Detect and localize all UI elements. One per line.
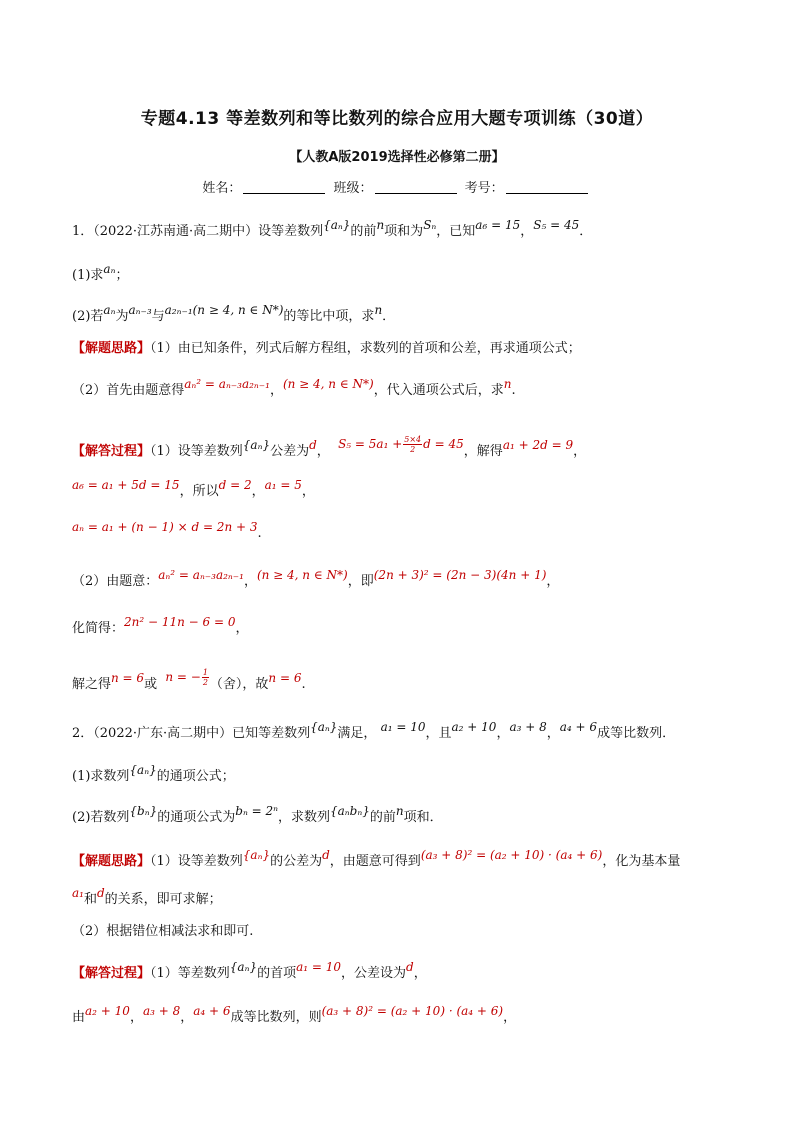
- problem-1-process-3: [72, 520, 262, 541]
- text: 或: [144, 677, 158, 692]
- text: （1）由已知条件，列式后解方程组，求数列的首项和公差，再求通项公式；: [150, 341, 581, 356]
- text: ，: [251, 484, 265, 499]
- problem-1-q1: [72, 264, 128, 283]
- text: ，: [235, 621, 249, 636]
- text: 公差为: [270, 444, 310, 459]
- text: .: [301, 677, 306, 692]
- math: (2n + 3)² = (2n − 3)(4n + 1): [373, 568, 547, 582]
- math: n: [503, 377, 512, 391]
- name-blank[interactable]: [243, 181, 325, 194]
- math: (n ≥ 4, n ∈ N*): [256, 568, 348, 582]
- fraction: [403, 435, 422, 454]
- fraction-numerator: 1: [202, 668, 208, 677]
- page-subtitle: 【人教A版2019选择性必修第二册】: [289, 150, 505, 165]
- text: （2）首先由题意得: [72, 383, 185, 398]
- text: 成等比数列，则: [230, 1010, 322, 1025]
- problem-2-idea-1: [72, 850, 680, 869]
- text: ，: [180, 1010, 194, 1025]
- text: （1）等差数列: [150, 966, 230, 981]
- text: （2）根据错位相减法求和即可.: [72, 924, 254, 939]
- math: a₆ = a₁ + 5d = 15: [72, 478, 180, 492]
- id-label: 考号：: [464, 181, 504, 196]
- problem-2-q2: [72, 806, 443, 825]
- math: (n ≥ 4, n ∈ N*): [282, 377, 374, 391]
- text: ，代入通项公式后，求: [373, 383, 504, 398]
- problem-1-q2: [72, 305, 395, 324]
- student-info-line: [0, 177, 794, 196]
- s5-formula: [338, 435, 464, 454]
- text: 的前: [369, 810, 396, 825]
- text: 满足，: [337, 726, 377, 741]
- math: n: [374, 303, 383, 317]
- idea-tag: 【解题思路】: [72, 854, 151, 869]
- math: aₙ² = aₙ₋₃a₂ₙ₋₁: [158, 568, 244, 582]
- text: 解之得: [72, 677, 112, 692]
- text: ，由题意可得到: [329, 854, 421, 869]
- math: {aₙ}: [129, 763, 157, 777]
- problem-1-stem: [72, 220, 592, 239]
- text: ，: [129, 1010, 143, 1025]
- text: （舍），故: [209, 677, 269, 692]
- text: ，已知: [436, 224, 476, 239]
- neg-half: [165, 668, 210, 687]
- text: ，公差设为: [341, 966, 407, 981]
- math: {aₙ}: [242, 438, 271, 452]
- math: aₙ² = aₙ₋₃a₂ₙ₋₁: [184, 377, 270, 391]
- text: ，所以: [179, 484, 219, 499]
- text: ，: [503, 1010, 517, 1025]
- process-tag: 【解答过程】: [72, 444, 151, 459]
- problem-1-process-4: [72, 570, 559, 589]
- math: {aₙbₙ}: [330, 804, 370, 818]
- math: a₂ₙ₋₁(n ≥ 4, n ∈ N*): [164, 303, 284, 317]
- math: a₁ = 5: [264, 478, 302, 492]
- text: (2)若数列: [72, 810, 130, 825]
- text: ，即: [347, 574, 374, 589]
- problem-2-stem: [72, 722, 675, 741]
- process-tag: 【解答过程】: [72, 966, 151, 981]
- idea-tag: 【解题思路】: [72, 341, 151, 356]
- text: ，: [301, 484, 315, 499]
- problem-1-process-5: [72, 617, 249, 636]
- math: a₄ + 6: [559, 720, 598, 734]
- text: ，: [573, 444, 587, 459]
- math: a₆ = 15: [475, 218, 521, 232]
- text: ，解得: [463, 444, 503, 459]
- text: ；: [115, 268, 129, 283]
- fraction-numerator: 5×4: [404, 435, 422, 444]
- problem-1-process-2: [72, 480, 315, 499]
- math: aₙ = a₁ + (n − 1) × d = 2n + 3: [72, 520, 258, 534]
- math: {aₙ}: [229, 960, 258, 974]
- text: 项和．: [403, 810, 443, 825]
- math: a₂ + 10: [85, 1004, 130, 1018]
- text: 化简得：: [72, 621, 125, 636]
- math: {aₙ}: [242, 848, 271, 862]
- text: 的首项: [257, 966, 297, 981]
- text: ，: [496, 726, 510, 741]
- math: d: [96, 886, 105, 900]
- problem-2-idea-2: [72, 920, 253, 939]
- math: n: [395, 804, 404, 818]
- math: a₁ = 10: [380, 720, 426, 734]
- math: a₄ + 6: [193, 1004, 231, 1018]
- text: ，: [269, 383, 283, 398]
- text: ．: [579, 224, 593, 239]
- p1-source: 1．（2022·江苏南通·高二期中）设等差数列: [72, 224, 324, 239]
- name-label: 姓名：: [202, 181, 242, 196]
- math: aₙ: [103, 262, 116, 276]
- math: S₅ = 5a₁ +: [338, 437, 403, 451]
- math: bₙ = 2ⁿ: [235, 804, 278, 818]
- text: 的通项公式；: [156, 769, 235, 784]
- p2-source: 2．（2022·广东·高二期中）已知等差数列: [72, 726, 311, 741]
- text: 的通项公式为: [157, 810, 236, 825]
- text: （1）设等差数列: [150, 444, 243, 459]
- text: 为: [115, 309, 129, 324]
- text: .: [511, 383, 516, 398]
- text: 与: [151, 309, 165, 324]
- text: 由: [72, 1010, 86, 1025]
- problem-2-idea-1-cont: [72, 888, 222, 907]
- math: (a₃ + 8)² = (a₂ + 10) · (a₄ + 6): [321, 1004, 504, 1018]
- text: 和: [83, 892, 97, 907]
- problem-2-q1: [72, 765, 235, 784]
- math: Sₙ: [423, 218, 437, 232]
- id-blank[interactable]: [506, 181, 588, 194]
- text: 的公差为: [270, 854, 323, 869]
- math: {aₙ}: [310, 720, 338, 734]
- problem-2-process-2: [72, 1006, 516, 1025]
- text: 的前: [350, 224, 377, 239]
- text: (1)求数列: [72, 769, 130, 784]
- text: (1)求: [72, 268, 104, 283]
- math: d: [322, 848, 330, 862]
- math: n = −: [165, 670, 201, 684]
- page-title: 专题4.13 等差数列和等比数列的综合应用大题专项训练（30道）: [140, 109, 654, 129]
- problem-1-idea-1: [72, 337, 581, 356]
- fraction-denominator: 2: [202, 678, 208, 687]
- math: aₙ₋₃: [128, 303, 152, 317]
- text: 项和为: [384, 224, 424, 239]
- math: d = 45: [423, 437, 464, 451]
- math: n = 6: [268, 671, 302, 685]
- math: a₃ + 8: [142, 1004, 181, 1018]
- problem-1-idea-2: [72, 379, 516, 398]
- fraction-denominator: 2: [410, 445, 416, 454]
- math: aₙ: [103, 303, 116, 317]
- text: .: [257, 526, 262, 541]
- text: （1）设等差数列: [150, 854, 243, 869]
- text: ，: [546, 574, 560, 589]
- text: 的关系，即可求解；: [104, 892, 222, 907]
- fraction: [202, 668, 209, 687]
- problem-1-process-6: [72, 668, 306, 694]
- text: 成等比数列．: [597, 726, 676, 741]
- math: n: [376, 218, 385, 232]
- math: d: [309, 438, 317, 452]
- text: ．: [382, 309, 396, 324]
- text: ，: [520, 224, 534, 239]
- math: d: [406, 960, 414, 974]
- math: 2n² − 11n − 6 = 0: [124, 615, 236, 629]
- math: (a₃ + 8)² = (a₂ + 10) · (a₄ + 6): [420, 848, 603, 862]
- text: ，化为基本量: [602, 854, 681, 869]
- math: a₁: [72, 886, 84, 900]
- text: ，且: [425, 726, 452, 741]
- math: a₂ + 10: [451, 720, 497, 734]
- text: 的等比中项，求: [283, 309, 375, 324]
- math: a₁ + 2d = 9: [502, 438, 574, 452]
- p1-seq: {aₙ}: [323, 218, 351, 232]
- text: ，: [243, 574, 257, 589]
- class-label: 班级：: [333, 181, 373, 196]
- text: （2）由题意：: [72, 574, 159, 589]
- math: n = 6: [111, 671, 145, 685]
- text: ，: [546, 726, 560, 741]
- math: a₃ + 8: [509, 720, 547, 734]
- text: ，: [316, 444, 330, 459]
- math: d = 2: [218, 478, 252, 492]
- text: ，: [413, 966, 427, 981]
- text: ，求数列: [278, 810, 331, 825]
- text: (2)若: [72, 309, 104, 324]
- class-blank[interactable]: [375, 181, 457, 194]
- problem-2-process-1: [72, 962, 427, 981]
- math: {bₙ}: [129, 804, 158, 818]
- math: S₅ = 45: [533, 218, 580, 232]
- math: a₁ = 10: [296, 960, 342, 974]
